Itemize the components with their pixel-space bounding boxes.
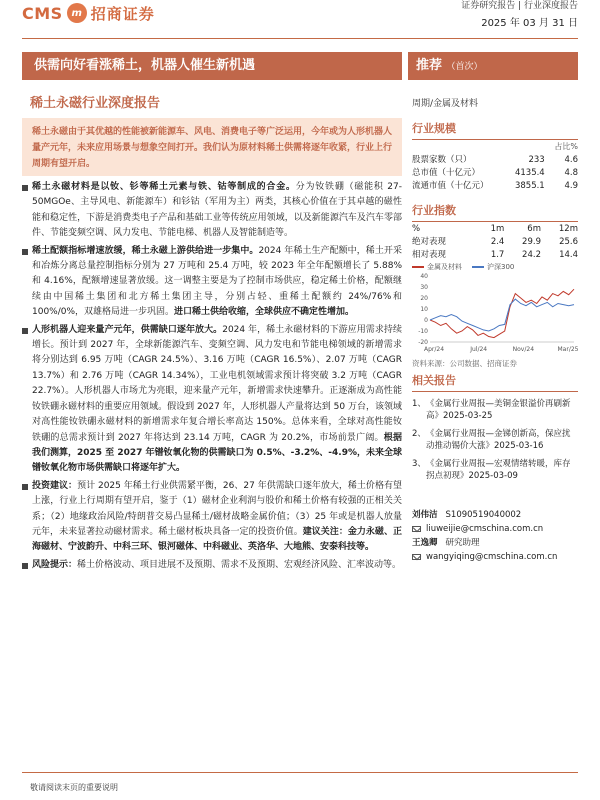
item-number: 1、 xyxy=(412,399,426,409)
related-report-item[interactable] xyxy=(412,458,578,482)
bullet-square-icon xyxy=(22,484,28,490)
bullet-tail: 建议关注：金力永磁、正海磁材、宁波韵升、中科三环、银河磁体、中科磁业、英洛华、大地熊、安泰科技等。 xyxy=(32,526,402,553)
performance-chart-section xyxy=(412,262,578,369)
legend-swatch xyxy=(472,266,484,268)
series-line-metal xyxy=(430,289,574,337)
company-logo xyxy=(22,0,155,26)
mail-icon xyxy=(412,526,421,532)
logo-badge-icon: m xyxy=(67,3,87,23)
bullet-tail: 进口稀土供给收缩，全球供应不确定性增加。 xyxy=(174,307,355,318)
author-name: 刘伟洁 xyxy=(412,510,438,520)
row-pct: 4.6 xyxy=(564,154,578,165)
author-name: 王逸卿 xyxy=(412,538,438,548)
table-row xyxy=(412,248,578,261)
cell: 1.7 xyxy=(490,249,505,260)
col-header: 6m xyxy=(527,223,541,234)
author-email[interactable]: wangyiqing@cmschina.com.cn xyxy=(426,552,558,562)
bullet-text: 稀土价格波动、项目进展不及预期、需求不及预期、宏观经济风险、汇率波动等。 xyxy=(77,559,402,570)
industry-scale-section xyxy=(412,120,578,192)
row-pct: 4.8 xyxy=(564,167,578,178)
bullet-item xyxy=(22,323,402,477)
cell: 14.4 xyxy=(559,249,578,260)
authors-section xyxy=(412,508,578,564)
bullet-item xyxy=(22,180,402,242)
summary-box: 稀土永磁由于其优越的性能被新能源车、风电、消费电子等广泛运用，今年或为人形机器人量产元年，未来应用场景与想象空间打开。我们认为原材料稀土供需将逐年收紧，行业上行周期有望开启。 xyxy=(22,118,402,176)
report-type: 证券研究报告 | 行业深度报告 xyxy=(461,1,578,11)
author-email[interactable]: liuweijie@cmschina.com.cn xyxy=(426,524,544,534)
industry-index-table xyxy=(412,222,578,261)
x-tick-label: Mar/25 xyxy=(557,346,578,353)
related-reports-section xyxy=(412,372,578,488)
table-row xyxy=(412,235,578,248)
bullet-list xyxy=(22,180,402,575)
bullet-item xyxy=(22,244,402,321)
related-report-item[interactable] xyxy=(412,428,578,452)
y-tick-label: 0 xyxy=(424,317,428,324)
report-title: 稀土永磁行业深度报告 xyxy=(30,96,161,111)
cell: 2.4 xyxy=(490,236,505,247)
table-row xyxy=(412,153,578,166)
rating-note: （首次） xyxy=(446,62,483,72)
legend-label: 金属及材料 xyxy=(427,263,462,271)
bullet-text: 分为钕铁硼（磁能积 27-50MGOe、主导风电、新能源车）和钐钴（军用为主）两类，其核心价值在于其卓越的磁性能和稳定性，下游是消费类电子产品和基础工业等传统应用领域，以及新能源汽车及汽车零部件、节能变频空调、风力发电、节能电梯、机器人及智能制造等。 xyxy=(32,182,402,239)
x-tick-label: Apr/24 xyxy=(423,346,445,353)
report-date: 2025 年 03 月 31 日 xyxy=(481,18,578,29)
bullet-item xyxy=(22,558,402,573)
row-label: 绝对表现 xyxy=(412,236,447,247)
pct-header: 占比% xyxy=(554,141,578,151)
author-row xyxy=(412,508,578,522)
bullet-square-icon xyxy=(22,328,28,334)
col-header: % xyxy=(412,223,421,234)
related-reports-heading: 相关报告 xyxy=(412,372,578,392)
bullet-square-icon xyxy=(22,563,28,569)
rating-label: 推荐 xyxy=(416,58,443,73)
author-detail: S1090519040002 xyxy=(445,510,522,520)
x-tick-label: Nov/24 xyxy=(512,346,535,353)
y-tick-label: 30 xyxy=(420,284,428,291)
bullet-lead: 人形机器人迎来量产元年，供需缺口逐年放大。 xyxy=(32,324,223,335)
item-text: 《金属行业周报—宏观情绪转暖，库存拐点初现》2025-03-09 xyxy=(426,459,571,481)
legend-label: 沪深300 xyxy=(487,263,515,271)
industry-label: 周期/金属及材料 xyxy=(412,99,479,109)
bullet-square-icon xyxy=(22,185,28,191)
cell: 29.9 xyxy=(522,236,541,247)
col-header: 1m xyxy=(490,223,505,234)
rating-box xyxy=(408,52,578,80)
mail-icon xyxy=(412,554,421,560)
legend-swatch xyxy=(412,266,424,268)
bullet-lead: 风险提示： xyxy=(32,559,78,570)
row-label: 相对表现 xyxy=(412,249,447,260)
table-row xyxy=(412,179,578,192)
legend-item-hs300 xyxy=(472,262,514,272)
related-reports-list xyxy=(412,398,578,482)
item-number: 2、 xyxy=(412,429,426,439)
row-value: 233 xyxy=(528,154,545,165)
bullet-lead: 投资建议： xyxy=(32,480,78,491)
row-pct: 4.9 xyxy=(564,180,578,191)
table-row xyxy=(412,166,578,179)
y-tick-label: 20 xyxy=(420,295,428,302)
legend-item-metal xyxy=(412,262,462,272)
footer-divider xyxy=(22,772,578,773)
bullet-text: 预计 2025 年稀土行业供需紧平衡，26、27 年供需缺口逐年放大，稀土价格有望上涨，行业上行周期有望开启，鉴于（1）磁材企业利润与股价和稀土价格有较强的正相关关系；（2）地缘政治风险/特朗普交易凸显稀土/磁材战略金属价值；（3）25 年或是机器人放量元年，未来显著拉动磁材需求。稀土磁材板块具备一定的投资价值。 xyxy=(32,480,402,537)
table-header-row xyxy=(412,222,578,235)
footer-note: 敬请阅读末页的重要说明 xyxy=(30,783,118,792)
bullet-tail: 根据我们测算，2025 至 2027 年镨钕氧化物的供需缺口为 0.5%、-3.2%、-4.9%，未来全球镨钕氧化物市场供需缺口将逐年扩大。 xyxy=(32,432,402,474)
industry-index-heading: 行业指数 xyxy=(412,202,578,222)
y-tick-label: -10 xyxy=(418,328,428,335)
bullet-square-icon xyxy=(22,249,28,255)
y-tick-label: 10 xyxy=(420,306,428,313)
bullet-text: 2024 年，稀土永磁材料的下游应用需求持续增长。预计到 2027 年，全球新能源汽车、变频空调、风力发电和节能电梯领域的新增需求将分别达到 6.95 万吨（CAGR 24.5%）、3.16 万吨（CAGR 16.5%）、2.07 万吨（CAGR 13.7%）和 2.76 万吨（CAGR 14.34%），工业电机领域需求预计将突破 3.2 万吨（CAGR 22.7%）。人形机器人市场尤为亮眼，迎来量产元年，新增需求快速攀升。正逐渐成为高性能钕铁硼永磁材料的重要应用领域。假设到 2027 年，人形机器人产量将达到 50 万台，该领域对高性能钕铁硼永磁材料的新增需求年复合增长率高达 150%。总体来看，全球对高性能钕铁硼的总需求预计到 2027 年将达到 23.14 万吨，CAGR 为 20.2%，市场前景广阔。 xyxy=(32,324,402,443)
header-meta xyxy=(461,0,578,30)
series-line-hs300 xyxy=(430,299,574,331)
chart-legend xyxy=(412,262,578,272)
author-email-row[interactable] xyxy=(412,522,578,536)
related-report-item[interactable] xyxy=(412,398,578,422)
logo-chinese-text: 招商证券 xyxy=(90,4,155,23)
item-number: 3、 xyxy=(412,459,426,469)
industry-scale-table xyxy=(412,140,578,192)
bullet-lead: 稀土永磁材料是以钕、钐等稀土元素与铁、钴等制成的合金。 xyxy=(32,182,296,192)
row-label: 流通市值（十亿元） xyxy=(412,180,489,191)
cell: 24.2 xyxy=(522,249,541,260)
headline-banner: 供需向好看涨稀土，机器人催生新机遇 xyxy=(22,52,402,80)
performance-chart xyxy=(412,272,578,354)
cell: 25.6 xyxy=(559,236,578,247)
row-value: 4135.4 xyxy=(514,167,545,178)
x-tick-label: Jul/24 xyxy=(470,346,488,353)
row-value: 3855.1 xyxy=(514,180,545,191)
y-tick-label: -20 xyxy=(418,339,428,346)
item-text: 《金属行业周报—金锑创新高，保应扰动推动锡价大涨》2025-03-16 xyxy=(426,429,571,451)
industry-scale-heading: 行业规模 xyxy=(412,120,578,140)
col-header: 12m xyxy=(558,223,578,234)
row-label: 总市值（十亿元） xyxy=(412,167,481,178)
author-email-row[interactable] xyxy=(412,550,578,564)
bullet-text: 2024 年稀土生产配额中，稀土开采和冶炼分离总量控制指标分别为 27 万吨和 25.4 万吨，较 2023 年全年配额增长了 5.88%和 4.16%，配额增速显著放缓。这一调整主要是为了控制市场供应，稳定稀土价格，配额继续由中国稀土集团和北方稀土集团主导，分别占轻、重稀土配额约 24%/76%和 100%/0%，双雄格局进一步巩固。 xyxy=(32,245,402,318)
industry-index-section xyxy=(412,202,578,261)
author-detail: 研究助理 xyxy=(445,538,480,548)
chart-source: 资料来源：公司数据、招商证券 xyxy=(412,359,517,368)
item-text: 《金属行业周报—美铜金银溢价再刷新高》2025-03-25 xyxy=(426,399,571,421)
header-divider xyxy=(22,38,578,39)
author-row xyxy=(412,536,578,550)
logo-cms-text: CMS xyxy=(22,3,63,23)
bullet-item xyxy=(22,479,402,556)
bullet-lead: 稀土配额指标增速放缓，稀土永磁上游供给进一步集中。 xyxy=(32,245,259,256)
y-tick-label: 40 xyxy=(420,273,428,280)
row-label: 股票家数（只） xyxy=(412,154,472,165)
